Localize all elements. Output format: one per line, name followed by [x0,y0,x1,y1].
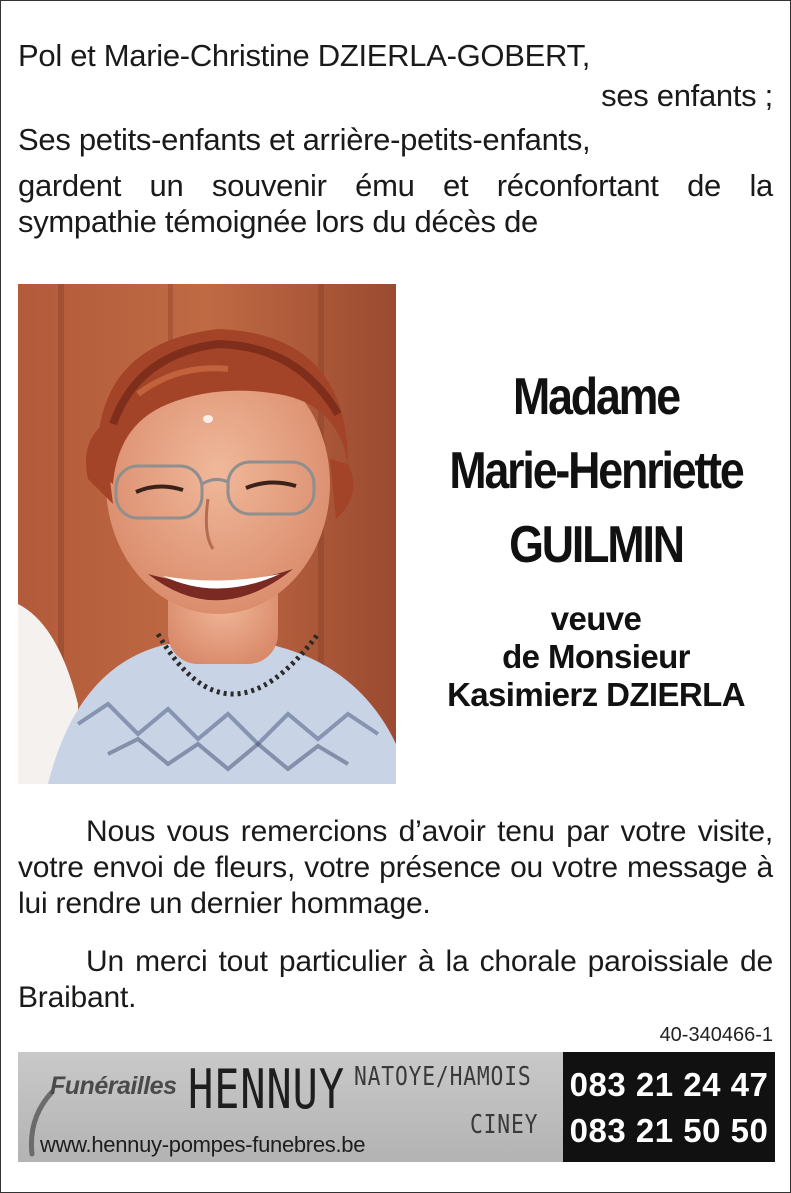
deceased-title: Madame [512,368,680,426]
funerailles-label: Funérailles [50,1072,177,1100]
portrait-photo [18,284,396,784]
deceased-first-names: Marie-Henriette [449,442,743,500]
deceased-name-block [410,360,782,714]
phone-number-2[interactable]: 083 21 50 50 [569,1112,769,1149]
phone-number-1[interactable]: 083 21 24 47 [569,1066,769,1103]
reference-number: 40-340466-1 [659,1024,773,1046]
funeral-home-banner [18,1052,775,1162]
intro-gratitude: gardent un souvenir ému et réconfortant de la sympathie témoignée lors du décès de [18,168,773,239]
brand-logo-text: HENNUY [188,1058,345,1121]
thanks-paragraph: Nous vous remercions d’avoir tenu par votre visite, votre envoi de fleurs, votre présence ou votre message à lui rendre un dernier hommage. [18,815,773,920]
phone-box [563,1052,775,1162]
choir-thanks-paragraph: Un merci tout particulier à la chorale paroissiale de Braibant. [18,945,773,1014]
widow-label: veuve [550,600,642,637]
website-link[interactable]: www.hennuy-pompes-funebres.be [40,1132,366,1157]
of-mister-label: de Monsieur [502,638,690,675]
towns-line-1: NATOYE/HAMOIS [354,1062,532,1092]
deceased-surname: GUILMIN [509,516,683,574]
intro-children-names: Pol et Marie-Christine DZIERLA-GOBERT, [18,38,591,73]
portrait-illustration [18,284,396,784]
intro-grandchildren: Ses petits-enfants et arrière-petits-enfants, [18,122,591,157]
husband-name: Kasimierz DZIERLA [447,676,745,713]
towns-line-2: CINEY [470,1110,539,1140]
intro-children-label: ses enfants ; [601,78,773,113]
